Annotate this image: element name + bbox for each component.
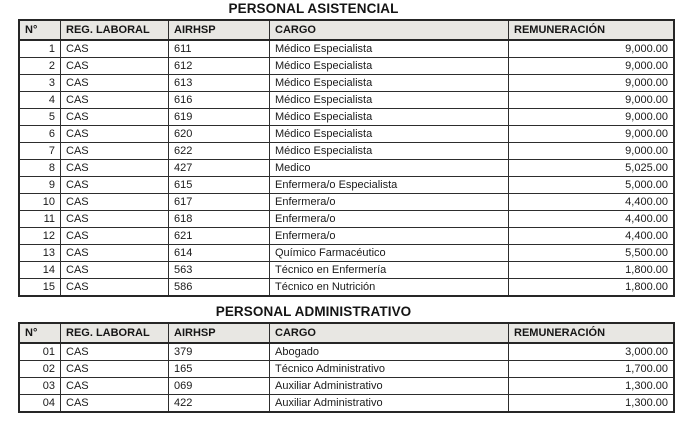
cell-reg-laboral: CAS	[61, 160, 169, 177]
cell-reg-laboral: CAS	[61, 245, 169, 262]
cell-remuneracion: 9,000.00	[509, 75, 675, 92]
cell-cargo: Químico Farmacéutico	[270, 245, 509, 262]
cell-airhsp: 613	[169, 75, 270, 92]
cell-reg-laboral: CAS	[61, 177, 169, 194]
column-header-cargo: CARGO	[270, 20, 509, 40]
column-header-reg-laboral: REG. LABORAL	[61, 20, 169, 40]
cell-cargo: Auxiliar Administrativo	[270, 378, 509, 395]
cell-reg-laboral: CAS	[61, 395, 169, 413]
table-row	[19, 361, 674, 378]
cell-cargo: Abogado	[270, 343, 509, 361]
cell-remuneracion: 1,800.00	[509, 279, 675, 297]
cell-remuneracion: 4,400.00	[509, 228, 675, 245]
cell-airhsp: 069	[169, 378, 270, 395]
cell-cargo: Médico Especialista	[270, 92, 509, 109]
cell-remuneracion: 3,000.00	[509, 343, 675, 361]
cell-cargo: Médico Especialista	[270, 75, 509, 92]
cell-airhsp: 619	[169, 109, 270, 126]
cell-num: 5	[19, 109, 61, 126]
cell-reg-laboral: CAS	[61, 58, 169, 75]
column-header-num: N°	[19, 20, 61, 40]
cell-cargo: Técnico en Enfermería	[270, 262, 509, 279]
cell-cargo: Médico Especialista	[270, 40, 509, 58]
table-row	[19, 160, 674, 177]
cell-remuneracion: 9,000.00	[509, 143, 675, 160]
cell-cargo: Médico Especialista	[270, 143, 509, 160]
table-row	[19, 58, 674, 75]
table-row	[19, 279, 674, 297]
table-row	[19, 378, 674, 395]
cell-cargo: Médico Especialista	[270, 126, 509, 143]
cell-remuneracion: 9,000.00	[509, 109, 675, 126]
cell-remuneracion: 4,400.00	[509, 211, 675, 228]
cell-remuneracion: 9,000.00	[509, 126, 675, 143]
cell-airhsp: 616	[169, 92, 270, 109]
cell-cargo: Enfermera/o	[270, 194, 509, 211]
cell-num: 8	[19, 160, 61, 177]
cell-num: 12	[19, 228, 61, 245]
cell-num: 6	[19, 126, 61, 143]
table-row	[19, 75, 674, 92]
asistencial-table	[18, 19, 675, 297]
table-header	[19, 323, 674, 343]
cell-reg-laboral: CAS	[61, 343, 169, 361]
assistance-personnel-section	[0, 1, 668, 297]
cell-remuneracion: 1,800.00	[509, 262, 675, 279]
cell-num: 01	[19, 343, 61, 361]
cell-airhsp: 379	[169, 343, 270, 361]
column-header-num: N°	[19, 323, 61, 343]
cell-num: 10	[19, 194, 61, 211]
cell-cargo: Enfermera/o	[270, 228, 509, 245]
cell-num: 7	[19, 143, 61, 160]
cell-remuneracion: 4,400.00	[509, 194, 675, 211]
cell-reg-laboral: CAS	[61, 109, 169, 126]
cell-reg-laboral: CAS	[61, 211, 169, 228]
column-header-remuneracion: REMUNERACIÓN	[509, 20, 675, 40]
table-row	[19, 109, 674, 126]
cell-num: 02	[19, 361, 61, 378]
table-row	[19, 211, 674, 228]
cell-reg-laboral: CAS	[61, 143, 169, 160]
column-header-reg-laboral: REG. LABORAL	[61, 323, 169, 343]
cell-airhsp: 427	[169, 160, 270, 177]
table-body	[19, 343, 674, 412]
cell-remuneracion: 9,000.00	[509, 92, 675, 109]
cell-remuneracion: 5,000.00	[509, 177, 675, 194]
cell-reg-laboral: CAS	[61, 75, 169, 92]
cell-remuneracion: 9,000.00	[509, 40, 675, 58]
table-header	[19, 20, 674, 40]
table-row	[19, 343, 674, 361]
cell-num: 2	[19, 58, 61, 75]
table-row	[19, 40, 674, 58]
column-header-airhsp: AIRHSP	[169, 323, 270, 343]
cell-cargo: Enfermera/o	[270, 211, 509, 228]
cell-cargo: Medico	[270, 160, 509, 177]
table-row	[19, 177, 674, 194]
cell-airhsp: 614	[169, 245, 270, 262]
cell-num: 9	[19, 177, 61, 194]
administrativo-table	[18, 322, 675, 413]
cell-num: 15	[19, 279, 61, 297]
administrative-personnel-section	[0, 304, 668, 413]
cell-airhsp: 611	[169, 40, 270, 58]
table-title-asistencial: PERSONAL ASISTENCIAL	[228, 1, 399, 16]
cell-remuneracion: 1,300.00	[509, 378, 675, 395]
cell-reg-laboral: CAS	[61, 279, 169, 297]
cell-airhsp: 618	[169, 211, 270, 228]
cell-airhsp: 615	[169, 177, 270, 194]
cell-airhsp: 422	[169, 395, 270, 413]
table-title-administrativo: PERSONAL ADMINISTRATIVO	[215, 304, 412, 319]
cell-num: 03	[19, 378, 61, 395]
table-row	[19, 194, 674, 211]
column-header-remuneracion: REMUNERACIÓN	[509, 323, 675, 343]
table-row	[19, 245, 674, 262]
header-row	[19, 323, 674, 343]
cell-num: 1	[19, 40, 61, 58]
cell-num: 04	[19, 395, 61, 413]
cell-airhsp: 617	[169, 194, 270, 211]
table-body	[19, 40, 674, 296]
cell-airhsp: 586	[169, 279, 270, 297]
cell-reg-laboral: CAS	[61, 228, 169, 245]
cell-num: 4	[19, 92, 61, 109]
table-row	[19, 126, 674, 143]
cell-cargo: Enfermera/o Especialista	[270, 177, 509, 194]
table-row	[19, 395, 674, 413]
cell-reg-laboral: CAS	[61, 92, 169, 109]
cell-reg-laboral: CAS	[61, 194, 169, 211]
column-header-airhsp: AIRHSP	[169, 20, 270, 40]
cell-remuneracion: 1,700.00	[509, 361, 675, 378]
cell-airhsp: 621	[169, 228, 270, 245]
cell-remuneracion: 1,300.00	[509, 395, 675, 413]
cell-remuneracion: 9,000.00	[509, 58, 675, 75]
cell-reg-laboral: CAS	[61, 126, 169, 143]
table-row	[19, 143, 674, 160]
column-header-cargo: CARGO	[270, 323, 509, 343]
table-row	[19, 92, 674, 109]
cell-num: 14	[19, 262, 61, 279]
table-row	[19, 262, 674, 279]
header-row	[19, 20, 674, 40]
cell-cargo: Técnico en Nutrición	[270, 279, 509, 297]
cell-reg-laboral: CAS	[61, 262, 169, 279]
cell-airhsp: 620	[169, 126, 270, 143]
cell-airhsp: 165	[169, 361, 270, 378]
cell-cargo: Médico Especialista	[270, 58, 509, 75]
cell-remuneracion: 5,025.00	[509, 160, 675, 177]
cell-reg-laboral: CAS	[61, 361, 169, 378]
cell-cargo: Técnico Administrativo	[270, 361, 509, 378]
cell-reg-laboral: CAS	[61, 40, 169, 58]
cell-num: 11	[19, 211, 61, 228]
cell-airhsp: 563	[169, 262, 270, 279]
cell-remuneracion: 5,500.00	[509, 245, 675, 262]
table-row	[19, 228, 674, 245]
cell-num: 13	[19, 245, 61, 262]
cell-cargo: Auxiliar Administrativo	[270, 395, 509, 413]
cell-airhsp: 622	[169, 143, 270, 160]
cell-num: 3	[19, 75, 61, 92]
cell-airhsp: 612	[169, 58, 270, 75]
cell-reg-laboral: CAS	[61, 378, 169, 395]
cell-cargo: Médico Especialista	[270, 109, 509, 126]
